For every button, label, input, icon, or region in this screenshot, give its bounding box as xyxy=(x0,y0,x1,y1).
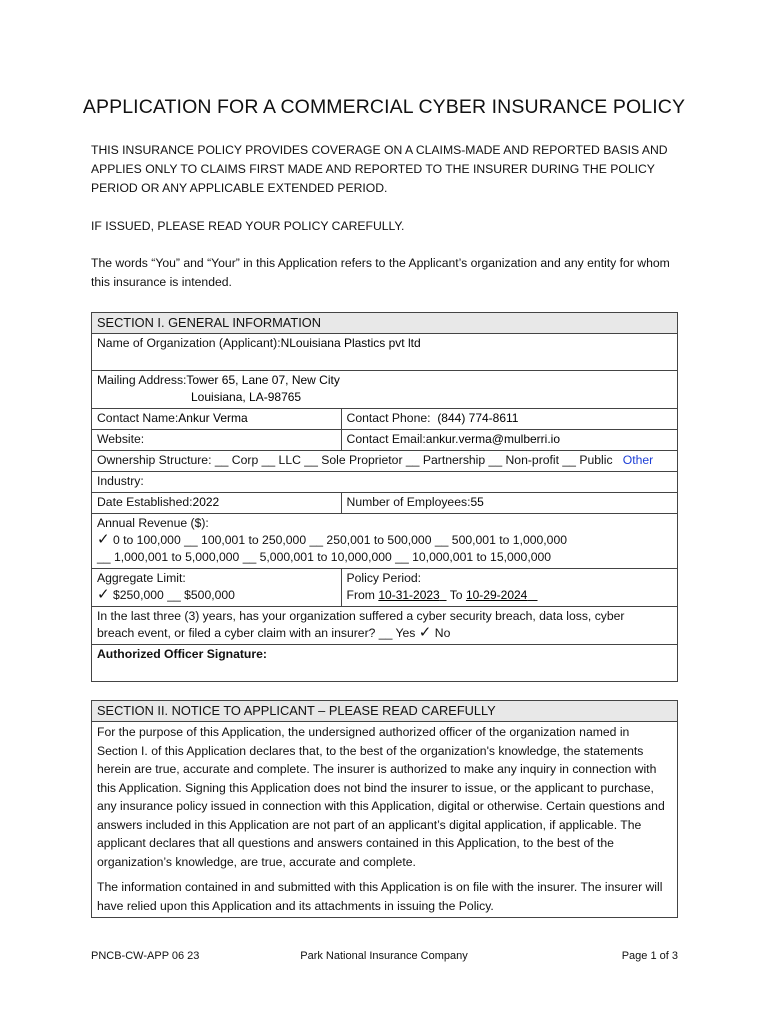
contact-phone-label: Contact Phone: xyxy=(346,411,431,425)
policy-period-label: Policy Period: xyxy=(346,571,422,585)
policy-period-field[interactable] xyxy=(341,569,677,607)
contact-email-field[interactable] xyxy=(341,430,677,451)
aggregate-limit-field[interactable] xyxy=(92,569,342,607)
section-1-header: SECTION I. GENERAL INFORMATION xyxy=(92,313,678,334)
coverage-notice: THIS INSURANCE POLICY PROVIDES COVERAGE ON A CLAIMS-MADE AND REPORTED BASIS AND APPLIES ONLY TO CLAIMS FIRST MADE AND REPORTED TO THE INSURER DURING THE POLICY PERIOD OR ANY APPLICABLE EXTENDED PERIOD. xyxy=(91,143,668,195)
employees-value: 55 xyxy=(470,495,484,509)
aggregate-limit-label: Aggregate Limit: xyxy=(97,571,186,585)
revenue-checkmark-icon: ✓ xyxy=(97,531,110,548)
company-name: Park National Insurance Company xyxy=(300,950,468,962)
aggregate-limit-options: $250,000 __ $500,000 xyxy=(112,588,235,602)
industry-field[interactable] xyxy=(92,472,678,493)
general-information-table xyxy=(91,312,678,682)
organization-label: Name of Organization (Applicant): xyxy=(97,336,281,350)
notice-body xyxy=(92,722,678,918)
contact-name-label: Contact Name: xyxy=(97,411,179,425)
mailing-address-line-2: Louisiana, LA-98765 xyxy=(191,390,302,404)
contact-name-value: Ankur Verma xyxy=(178,411,248,425)
website-field[interactable] xyxy=(92,430,342,451)
page-number: Page 1 of 3 xyxy=(621,950,678,962)
period-from-value: 10-31-2023 xyxy=(378,588,440,602)
revenue-options-line-2: __ 1,000,001 to 5,000,000 __ 5,000,001 to 10,000,000 __ 10,000,001 to 15,000,000 xyxy=(97,550,552,564)
annual-revenue-field[interactable] xyxy=(92,514,678,569)
mailing-address-label: Mailing Address: xyxy=(97,373,187,387)
contact-email-value: ankur.verma@mulberri.io xyxy=(425,432,560,446)
signature-field[interactable] xyxy=(92,645,678,682)
industry-label: Industry: xyxy=(97,474,144,488)
date-established-value: 2022 xyxy=(192,495,220,509)
form-code: PNCB-CW-APP 06 23 xyxy=(91,950,200,962)
date-established-field[interactable] xyxy=(92,493,342,514)
ownership-structure-text: Ownership Structure: __ Corp __ LLC __ Sole Proprietor __ Partnership __ Non-profit __ Public xyxy=(97,453,613,467)
breach-checkmark-icon: ✓ xyxy=(418,624,432,641)
breach-question-line-1: In the last three (3) years, has your organization suffered a cyber security breach, data loss, cyber xyxy=(97,609,625,623)
breach-no-option: No xyxy=(434,626,451,640)
aggregate-checkmark-icon: ✓ xyxy=(97,586,110,603)
breach-question-field[interactable] xyxy=(92,607,678,645)
organization-value: NLouisiana Plastics pvt ltd xyxy=(280,336,421,350)
contact-phone-value: (844) 774-8611 xyxy=(437,411,519,425)
ownership-structure-field[interactable] xyxy=(92,451,678,472)
signature-label: Authorized Officer Signature: xyxy=(97,647,267,661)
definition-text: The words “You” and “Your” in this Application refers to the Applicant’s organization and any entity for whom this insurance is intended. xyxy=(91,256,670,289)
mailing-address-line-1: Tower 65, Lane 07, New City xyxy=(186,373,340,387)
website-label: Website: xyxy=(97,432,145,446)
period-from-label: From xyxy=(346,588,375,602)
ownership-other-option[interactable]: Other xyxy=(622,453,654,467)
breach-question-line-2: breach event, or filed a cyber claim with an insurer? __ Yes xyxy=(97,626,416,640)
section-2-header: SECTION II. NOTICE TO APPLICANT – PLEASE READ CAREFULLY xyxy=(92,701,678,722)
notice-paragraph-2: The information contained in and submitted with this Application is on file with the insurer. The insurer will have relied upon this Application and its attachments in issuing the Policy. xyxy=(97,880,663,913)
period-to-label: To xyxy=(449,588,463,602)
employees-field[interactable] xyxy=(341,493,677,514)
notice-paragraph-1: For the purpose of this Application, the undersigned authorized officer of the organization named in Section I. of this Application declares that, to the best of the organization's knowledge, the statements herein are true, accurate and complete. The insurer is authorized to make any inquiry in connection with this Application. Signing this Application does not bind the insurer to issue, or the applicant to purchase, any insurance policy issued in connection with this Application, digital or otherwise. Certain questions and answers included in this Application are not part of an applicant’s digital application, if applicable. The applicant declares that all questions and answers contained in this Application, to the best of the organization’s knowledge, are true, accurate and complete. xyxy=(97,725,665,869)
date-established-label: Date Established: xyxy=(97,495,193,509)
revenue-options-line-1: 0 to 100,000 __ 100,001 to 250,000 __ 250,001 to 500,000 __ 500,001 to 1,000,000 xyxy=(109,533,568,547)
read-policy-notice: IF ISSUED, PLEASE READ YOUR POLICY CAREFULLY. xyxy=(91,219,405,233)
annual-revenue-label: Annual Revenue ($): xyxy=(97,516,209,530)
contact-phone-field[interactable] xyxy=(341,409,677,430)
document-title: APPLICATION FOR A COMMERCIAL CYBER INSURANCE POLICY xyxy=(82,96,686,118)
period-to-value: 10-29-2024 xyxy=(465,588,528,602)
mailing-address-field[interactable] xyxy=(92,371,678,409)
contact-name-field[interactable] xyxy=(92,409,342,430)
contact-email-label: Contact Email: xyxy=(346,432,426,446)
organization-field[interactable] xyxy=(92,334,678,371)
employees-label: Number of Employees: xyxy=(346,495,471,509)
notice-table xyxy=(91,700,678,918)
